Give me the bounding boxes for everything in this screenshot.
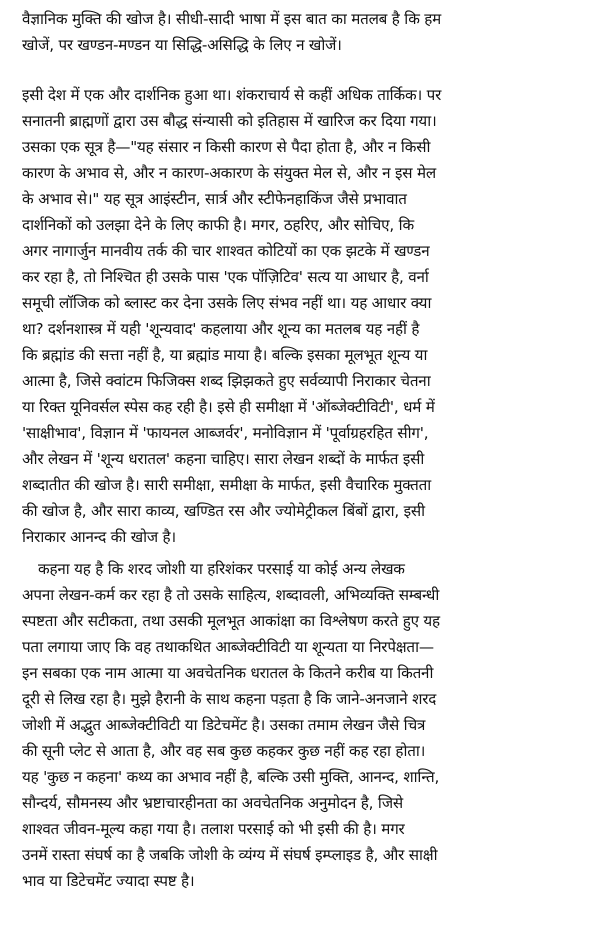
text-line: उनमें रास्ता संघर्ष का है जबकि जोशी के व्यंग्य में संघर्ष इम्प्लाइड है, और साक्षी	[22, 846, 438, 864]
paragraph-nagarjuna	[22, 82, 584, 550]
text-line: अगर नागार्जुन मानवीय तर्क की चार शाश्वत कोटियों का एक झटके में खण्डन	[22, 242, 430, 260]
paragraph-intro	[22, 6, 584, 58]
text-line: दूरी से लिख रहा है। मुझे हैरानी के साथ कहना पड़ता है कि जाने-अनजाने शरद	[22, 690, 437, 708]
text-line: की खोज है, और सारा काव्य, खण्डित रस और ज्योमेट्रीकल बिंबों द्वारा, इसी	[22, 502, 425, 520]
text-line: कि ब्रह्मांड की सत्ता नहीं है, या ब्रह्मांड माया है। बल्कि इसका मूलभूत शून्य या	[22, 346, 428, 364]
text-line: वैज्ञानिक मुक्ति की खोज है। सीधी-सादी भाषा में इस बात का मतलब है कि हम	[22, 10, 442, 28]
text-line: सौन्दर्य, सौमनस्य और भ्रष्टाचारहीनता का अवचेतनिक अनुमोदन है, जिसे	[22, 794, 403, 812]
text-line: निराकार आनन्द की खोज है।	[22, 528, 176, 546]
text-line: खोजें, पर खण्डन-मण्डन या सिद्धि-असिद्धि के लिए न खोजें।	[22, 36, 342, 54]
text-line: कहना यह है कि शरद जोशी या हरिशंकर परसाई या कोई अन्य लेखक	[38, 560, 405, 578]
text-line: भाव या डिटेचमेंट ज्यादा स्पष्ट है।	[22, 872, 195, 890]
text-line: इन सबका एक नाम आत्मा या अवचेतनिक धरातल के कितने करीब या कितनी	[22, 664, 434, 682]
text-line: और लेखन में 'शून्य धरातल' कहना चाहिए। सारा लेखन शब्दों के मार्फत इसी	[22, 450, 425, 468]
text-line: शब्दातीत की खोज है। सारी समीक्षा, समीक्षा के मार्फत, इसी वैचारिक मुक्तता	[22, 476, 431, 494]
text-line: के अभाव से।" यह सूत्र आइंस्टीन, सार्त्र और स्टीफेनहाकिंज जैसे प्रभावात	[22, 190, 407, 208]
text-line: उसका एक सूत्र है—"यह संसार न किसी कारण से पैदा होता है, और न किसी	[22, 138, 431, 156]
text-line: 'साक्षीभाव', विज्ञान में 'फायनल आब्जर्वर', मनोविज्ञान में 'पूर्वाग्रहरहित सीग',	[22, 424, 429, 442]
text-line: आत्मा है, जिसे क्वांटम फिजिक्स शब्द झिझकते हुए सर्वव्यापी निराकार चेतना	[22, 372, 431, 390]
text-line: समूची लॉजिक को ब्लास्ट कर देना उसके लिए संभव नहीं था। यह आधार क्या	[22, 294, 432, 312]
text-line: था? दर्शनशास्त्र में यही 'शून्यवाद' कहलाया और शून्य का मतलब यह नहीं है	[22, 320, 420, 338]
text-line: पता लगाया जाए कि वह तथाकथित आब्जेक्टीविटी या शून्यता या निरपेक्षता—	[22, 638, 434, 656]
text-line: स्पष्टता और सटीकता, तथा उसकी मूलभूत आकांक्षा का विश्लेषण करते हुए यह	[22, 612, 440, 630]
text-line: कर रहा है, तो निश्चित ही उसके पास 'एक पॉज़िटिव' सत्य या आधार है, वर्ना	[22, 268, 429, 286]
text-line: जोशी में अद्भुत आब्जेक्टीविटी या डिटेचमेंट है। उसका तमाम लेखन जैसे चित्र	[22, 716, 426, 734]
text-line: शाश्वत जीवन-मूल्य कहा गया है। तलाश परसाई को भी इसी की है। मगर	[22, 820, 405, 838]
paragraph-sharad-joshi	[22, 556, 584, 894]
text-line: की सूनी प्लेट से आता है, और वह सब कुछ कहकर कुछ नहीं कह रहा होता।	[22, 742, 426, 760]
text-line: इसी देश में एक और दार्शनिक हुआ था। शंकराचार्य से कहीं अधिक तार्किक। पर	[22, 86, 442, 104]
text-line: कारण के अभाव से, और न कारण-अकारण के संयुक्त मेल से, और न इस मेल	[22, 164, 436, 182]
text-line: अपना लेखन-कर्म कर रहा है तो उसके साहित्य, शब्दावली, अभिव्यक्ति सम्बन्धी	[22, 586, 440, 604]
text-line: या रिक्त यूनिवर्सल स्पेस कह रही है। इसे ही समीक्षा में 'ऑब्जेक्टीविटी', धर्म में	[22, 398, 435, 416]
text-line: यह 'कुछ न कहना' कथ्य का अभाव नहीं है, बल्कि उसी मुक्ति, आनन्द, शान्ति,	[22, 768, 440, 786]
text-line: सनातनी ब्राह्मणों द्वारा उस बौद्ध संन्यासी को इतिहास में खारिज कर दिया गया।	[22, 112, 437, 130]
paragraph-gap	[22, 58, 584, 82]
text-line: दार्शनिकों को उलझा देने के लिए काफी है। मगर, ठहरिए, और सोचिए, कि	[22, 216, 414, 234]
